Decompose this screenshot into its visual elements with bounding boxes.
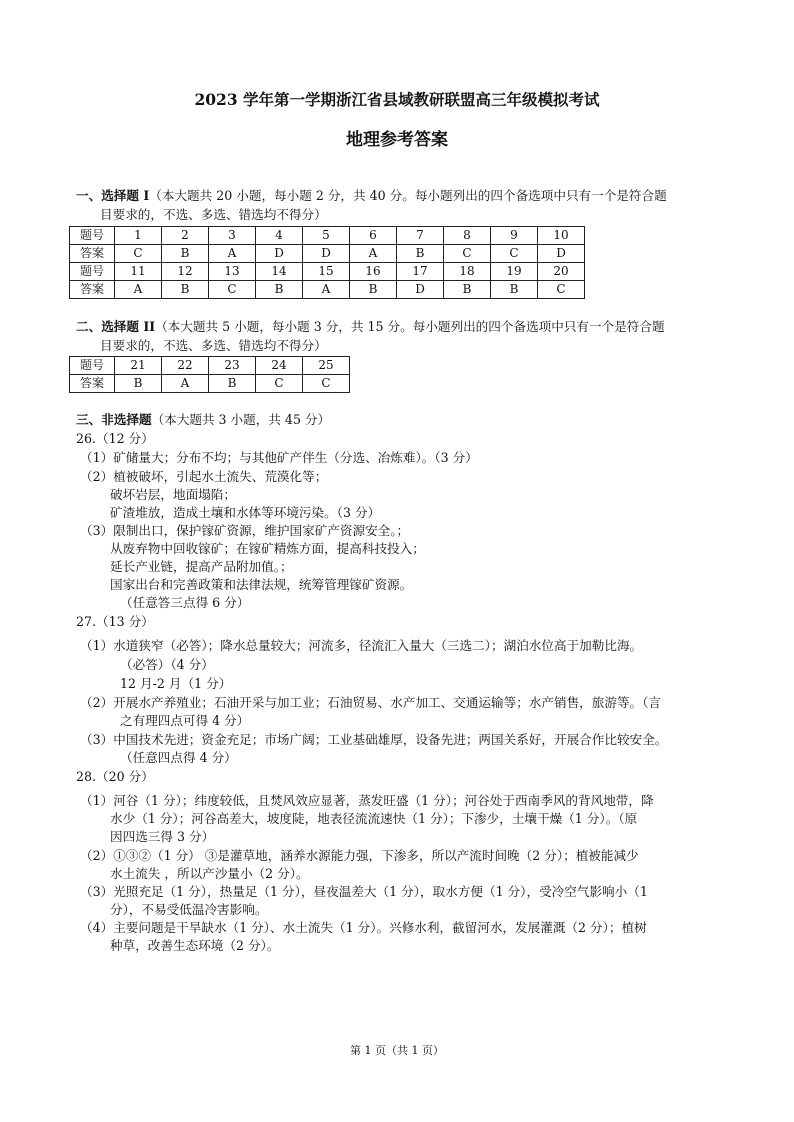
q26-part2-line1: （2）植被破坏，引起水土流失、荒漠化等； xyxy=(80,469,328,484)
page-footer: 第 1 页（共 1 页） xyxy=(350,1044,444,1057)
exam-title: 2023 学年第一学期浙江省县域教研联盟高三年级模拟考试 xyxy=(194,90,600,109)
table-cell: A xyxy=(303,281,350,299)
table-cell: D xyxy=(303,245,350,263)
q28-part3-line1: （3）光照充足（1 分），热量足（1 分），昼夜温差大（1 分），取水方便（1 分），受冷空气影响小（1 xyxy=(80,884,648,899)
table-cell: 5 xyxy=(303,227,350,245)
table-cell: 1 xyxy=(115,227,162,245)
table-cell: A xyxy=(350,245,397,263)
table-row xyxy=(70,357,350,375)
table-cell: 15 xyxy=(303,263,350,281)
table-cell: C xyxy=(538,281,585,299)
table-cell: 23 xyxy=(209,357,256,375)
table-cell: 21 xyxy=(115,357,162,375)
q28-part3-line2: 分），不易受低温冷害影响。 xyxy=(110,902,268,917)
section3-header xyxy=(76,411,330,430)
table-cell: B xyxy=(162,281,209,299)
table-cell: B xyxy=(350,281,397,299)
table-cell: 24 xyxy=(256,357,303,375)
table-cell: B xyxy=(256,281,303,299)
table-cell: 6 xyxy=(350,227,397,245)
table-cell: 10 xyxy=(538,227,585,245)
section1-desc-cont: 目要求的，不选、多选、错选均不得分） xyxy=(100,207,327,222)
table-cell: C xyxy=(491,245,538,263)
table-cell: C xyxy=(256,375,303,393)
section2-heading: 二、选择题 II xyxy=(76,319,156,334)
table-cell: 13 xyxy=(209,263,256,281)
q28-part2-line2: 水土流失 ，所以产沙量小（2 分）。 xyxy=(110,866,309,881)
table-cell: C xyxy=(115,245,162,263)
q27-part1-line2: （必答）（4 分） xyxy=(120,657,214,672)
table-cell: C xyxy=(444,245,491,263)
table-cell: 20 xyxy=(538,263,585,281)
q28-head: 28.（20 分） xyxy=(76,769,154,784)
table-row xyxy=(70,263,585,281)
section1-desc: （本大题共 20 小题，每小题 2 分，共 40 分。每小题列出的四个备选项中只有一个是符合题 xyxy=(149,188,667,203)
table-cell: C xyxy=(303,375,350,393)
table-cell: 14 xyxy=(256,263,303,281)
table-cell: D xyxy=(397,281,444,299)
section1-header xyxy=(76,187,667,206)
q26-part3-line1: （3）限制出口，保护镓矿资源，维护国家矿产资源安全。； xyxy=(80,523,410,538)
table-cell: 8 xyxy=(444,227,491,245)
q26-part3-line4: 国家出台和完善政策和法律法规，统筹管理镓矿资源。 xyxy=(110,577,413,592)
table-cell: 12 xyxy=(162,263,209,281)
table-cell: 18 xyxy=(444,263,491,281)
section3-heading: 三、非选择题 xyxy=(76,412,152,427)
row-label-q: 题号 xyxy=(70,263,115,281)
q26-part3-line3: 延长产业链，提高产品附加值。； xyxy=(110,559,293,574)
table-cell: B xyxy=(162,245,209,263)
table-cell: 16 xyxy=(350,263,397,281)
q28-part1-line1: （1）河谷（1 分）；纬度较低，且焚风效应显著，蒸发旺盛（1 分）；河谷处于西南季风的背风地带，降 xyxy=(80,793,654,808)
row-label-a: 答案 xyxy=(70,375,115,393)
table-row xyxy=(70,227,585,245)
q26-part1: （1）矿储量大；分布不均；与其他矿产伴生（分选、冶炼难）。（3 分） xyxy=(80,450,478,465)
section2-header xyxy=(76,318,665,337)
table-cell: 19 xyxy=(491,263,538,281)
q26-head: 26.（12 分） xyxy=(76,431,154,446)
section1-heading: 一、选择题 I xyxy=(76,188,150,203)
q27-part3-line1: （3）中国技术先进；资金充足；市场广阔；工业基础雄厚，设备先进；两国关系好，开展合作比较安全。 xyxy=(80,732,668,747)
table-cell: D xyxy=(256,245,303,263)
q26-part3-line2: 从废弃物中回收镓矿；在镓矿精炼方面，提高科技投入； xyxy=(110,541,425,556)
table-cell: B xyxy=(444,281,491,299)
table-cell: C xyxy=(209,281,256,299)
q26-part3-note: （任意答三点得 6 分） xyxy=(120,595,250,610)
table-cell: 11 xyxy=(115,263,162,281)
q27-part2-line1: （2）开展水产养殖业；石油开采与加工业；石油贸易、水产加工、交通运输等；水产销售，旅游等。（言 xyxy=(80,695,662,710)
table-cell: 3 xyxy=(209,227,256,245)
page-subtitle: 地理参考答案 xyxy=(346,130,448,150)
q27-part1-line1: （1）水道狭窄（必答）；降水总量较大；河流多，径流汇入量大（三选二）；湖泊水位高于加勒比海。 xyxy=(80,638,643,653)
table-row xyxy=(70,375,350,393)
table-cell: 7 xyxy=(397,227,444,245)
section2-desc-cont: 目要求的，不选、多选、错选均不得分） xyxy=(100,338,327,353)
table-row xyxy=(70,281,585,299)
table-cell: 4 xyxy=(256,227,303,245)
row-label-q: 题号 xyxy=(70,227,115,245)
table-cell: 9 xyxy=(491,227,538,245)
table-row xyxy=(70,245,585,263)
section2-desc: （本大题共 5 小题，每小题 3 分，共 15 分。每小题列出的四个备选项中只有一个是符合题 xyxy=(155,319,665,334)
q26-part2-line3: 矿渣堆放，造成土壤和水体等环境污染。（3 分） xyxy=(110,505,381,520)
row-label-a: 答案 xyxy=(70,245,115,263)
table-cell: A xyxy=(115,281,162,299)
table-cell: 2 xyxy=(162,227,209,245)
q28-part4-line2: 种草，改善生态环境（2 分）。 xyxy=(110,938,280,953)
answer-table-2 xyxy=(69,356,350,393)
row-label-q: 题号 xyxy=(70,357,115,375)
table-cell: A xyxy=(209,245,256,263)
q28-part1-line3: 因四选三得 3 分） xyxy=(110,829,215,844)
table-cell: B xyxy=(397,245,444,263)
q27-head: 27.（13 分） xyxy=(76,614,154,629)
answer-table-1 xyxy=(69,226,585,299)
q28-part1-line2: 水少（1 分）；河谷高差大，坡度陡，地表径流流速快（1 分）；下渗少，土壤干燥（1 分）。（原 xyxy=(110,811,638,826)
q28-part4-line1: （4）主要问题是干旱缺水（1 分）、水土流失（1 分）。兴修水利，截留河水，发展灌溉（2 分）；植树 xyxy=(80,920,647,935)
row-label-a: 答案 xyxy=(70,281,115,299)
q26-part2-line2: 破坏岩层，地面塌陷； xyxy=(110,487,236,502)
table-cell: B xyxy=(209,375,256,393)
table-cell: 22 xyxy=(162,357,209,375)
q27-part3-line2: （任意四点得 4 分） xyxy=(120,750,237,765)
table-cell: B xyxy=(115,375,162,393)
table-cell: B xyxy=(491,281,538,299)
q28-part2-line1: （2）①③②（1 分） ③是灌草地，涵养水源能力强，下渗多，所以产流时间晚（2 分）；植被能减少 xyxy=(80,848,639,863)
q27-part2-line2: 之有理四点可得 4 分） xyxy=(120,713,250,728)
table-cell: D xyxy=(538,245,585,263)
table-cell: 25 xyxy=(303,357,350,375)
q27-part1-line3: 12 月-2 月（1 分） xyxy=(120,676,232,691)
table-cell: 17 xyxy=(397,263,444,281)
section3-desc: （本大题共 3 小题，共 45 分） xyxy=(151,412,331,427)
table-cell: A xyxy=(162,375,209,393)
